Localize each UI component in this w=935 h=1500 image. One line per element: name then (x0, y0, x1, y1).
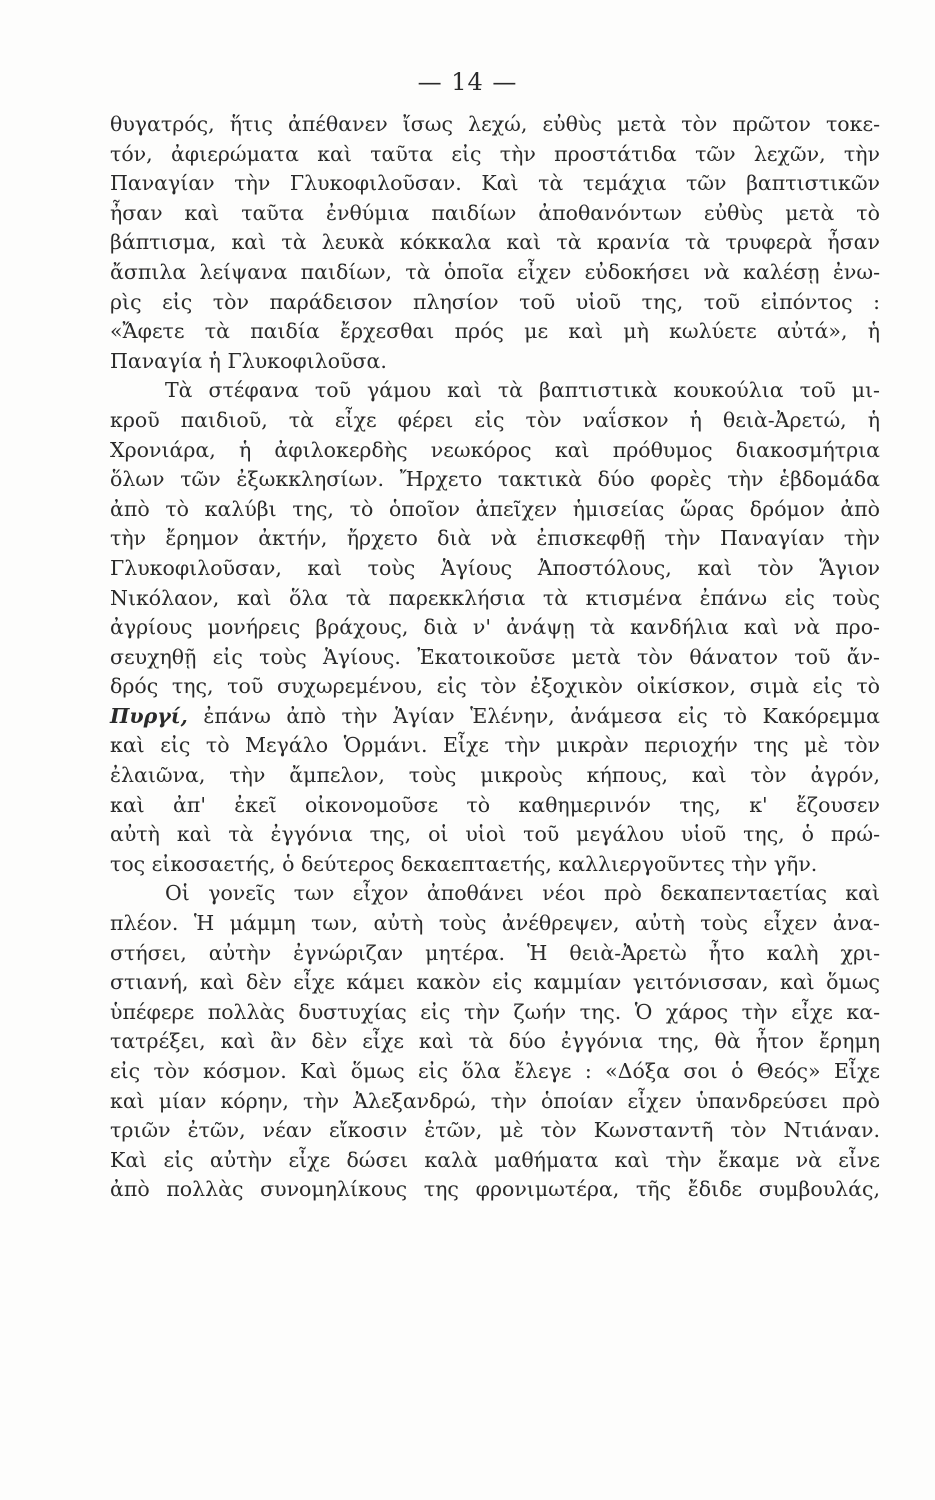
text-line: «Ἄφετε τὰ παιδία ἔρχεσθαι πρός με καὶ μὴ κωλύετε αὐτά», ἡ (110, 319, 880, 344)
text-line: ὅλων τῶν ἐξωκκλησίων. Ἤρχετο τακτικὰ δύο φορὲς τὴν ἑβδομάδα (110, 467, 880, 492)
text-line: Παναγία ἡ Γλυκοφιλοῦσα. (110, 348, 387, 373)
text-line (110, 702, 880, 732)
text-line: καὶ εἰς τὸ Μεγάλο Ὁρμάνι. Εἶχε τὴν μικρὰν περιοχήν της μὲ τὸν (110, 733, 880, 758)
text-line: τόν, ἀφιερώματα καὶ ταῦτα εἰς τὴν προστάτιδα τῶν λεχῶν, τὴν (110, 141, 880, 166)
text-line: ἀπὸ τὸ καλύβι της, τὸ ὁποῖον ἀπεῖχεν ἡμισείας ὥρας δρόμον ἀπὸ (110, 496, 880, 521)
text-line: τος εἰκοσαετής, ὁ δεύτερος δεκαεπταετής, καλλιεργοῦντες τὴν γῆν. (110, 851, 818, 876)
text-line-rest: ἐπάνω ἀπὸ τὴν Ἁγίαν Ἑλένην, ἀνάμεσα εἰς τὸ Κακόρεμμα (187, 703, 880, 728)
text-line: καὶ ἀπ' ἐκεῖ οἰκονομοῦσε τὸ καθημερινόν της, κ' ἔζουσεν (110, 792, 880, 817)
text-line: κροῦ παιδιοῦ, τὰ εἶχε φέρει εἰς τὸν ναΐσκον ἡ θειὰ-Ἀρετώ, ἡ (110, 407, 880, 432)
text-line: πλέον. Ἡ μάμμη των, αὐτὴ τοὺς ἀνέθρεψεν, αὐτὴ τοὺς εἶχεν ἀνα- (110, 911, 880, 936)
text-line: καὶ μίαν κόρην, τὴν Ἀλεξανδρώ, τὴν ὁποίαν εἶχεν ὑπανδρεύσει πρὸ (110, 1088, 880, 1113)
text-line: στιανή, καὶ δὲν εἶχε κάμει κακὸν εἰς καμμίαν γειτόνισσαν, καὶ ὅμως (110, 970, 880, 995)
italic-placename: Πυργί, (110, 703, 188, 728)
text-line: ὑπέφερε πολλὰς δυστυχίας εἰς τὴν ζωήν της. Ὁ χάρος τὴν εἶχε κα- (110, 999, 880, 1024)
text-line: ἀγρίους μονήρεις βράχους, διὰ ν' ἀνάψῃ τὰ κανδήλια καὶ νὰ προ- (110, 615, 880, 640)
text-line: ἦσαν καὶ ταῦτα ἐνθύμια παιδίων ἀποθανόντων εὐθὺς μετὰ τὸ (110, 200, 880, 225)
text-line: τατρέξει, καὶ ἂν δὲν εἶχε καὶ τὰ δύο ἐγγόνια της, θὰ ἦτον ἔρημη (110, 1029, 880, 1054)
text-line: τὴν ἔρημον ἀκτήν, ἤρχετο διὰ νὰ ἐπισκεφθῇ τὴν Παναγίαν τὴν (110, 526, 880, 551)
text-line: σευχηθῇ εἰς τοὺς Ἁγίους. Ἐκατοικοῦσε μετὰ τὸν θάνατον τοῦ ἄν- (110, 644, 880, 669)
text-line: στήσει, αὐτὴν ἐγνώριζαν μητέρα. Ἡ θειὰ-Ἀρετὼ ἦτο καλὴ χρι- (110, 940, 880, 965)
text-line: Τὰ στέφανα τοῦ γάμου καὶ τὰ βαπτιστικὰ κουκούλια τοῦ μι- (165, 378, 880, 403)
text-line: εἰς τὸν κόσμον. Καὶ ὅμως εἰς ὅλα ἔλεγε : «Δόξα σοι ὁ Θεός» Εἶχε (110, 1059, 880, 1083)
text-line: θυγατρός, ἥτις ἀπέθανεν ἴσως λεχώ, εὐθὺς μετὰ τὸν πρῶτον τοκε- (110, 112, 880, 136)
text-line: Χρονιάρα, ἡ ἀφιλοκερδὴς νεωκόρος καὶ πρόθυμος διακοσμήτρια (110, 437, 880, 462)
text-line: Νικόλαον, καὶ ὅλα τὰ παρεκκλήσια τὰ κτισμένα ἐπάνω εἰς τοὺς (110, 585, 880, 610)
text-line: αὐτὴ καὶ τὰ ἐγγόνια της, οἱ υἱοὶ τοῦ μεγάλου υἱοῦ της, ὁ πρώ- (110, 822, 880, 847)
text-line: τριῶν ἐτῶν, νέαν εἴκοσιν ἐτῶν, μὲ τὸν Κωνσταντῆ τὸν Ντιάναν. (110, 1118, 880, 1143)
text-line: Παναγίαν τὴν Γλυκοφιλοῦσαν. Καὶ τὰ τεμάχια τῶν βαπτιστικῶν (110, 171, 880, 196)
text-line: ἀπὸ πολλὰς συνομηλίκους της φρονιμωτέρα, τῆς ἔδιδε συμβουλάς, (110, 1177, 880, 1202)
text-line: δρός της, τοῦ συχωρεμένου, εἰς τὸν ἐξοχικὸν οἰκίσκον, σιμὰ εἰς τὸ (110, 674, 880, 699)
text-line: ἄσπιλα λείψανα παιδίων, τὰ ὁποῖα εἶχεν εὐδοκήσει νὰ καλέσῃ ἐνω- (110, 259, 880, 284)
text-line: Οἱ γονεῖς των εἶχον ἀποθάνει νέοι πρὸ δεκαπενταετίας καὶ (165, 881, 880, 906)
text-line: Γλυκοφιλοῦσαν, καὶ τοὺς Ἁγίους Ἀποστόλους, καὶ τὸν Ἅγιον (110, 555, 880, 580)
page-number: — 14 — (417, 68, 518, 96)
text-line: Καὶ εἰς αὐτὴν εἶχε δώσει καλὰ μαθήματα καὶ τὴν ἔκαμε νὰ εἶνε (110, 1147, 880, 1172)
text-line: ἐλαιῶνα, τὴν ἄμπελον, τοὺς μικροὺς κήπους, καὶ τὸν ἀγρόν, (110, 763, 880, 788)
body-text (110, 110, 880, 1205)
text-line: ρὶς εἰς τὸν παράδεισον πλησίον τοῦ υἱοῦ της, τοῦ εἰπόντος : (110, 289, 880, 314)
text-line: βάπτισμα, καὶ τὰ λευκὰ κόκκαλα καὶ τὰ κρανία τὰ τρυφερὰ ἦσαν (110, 230, 880, 255)
